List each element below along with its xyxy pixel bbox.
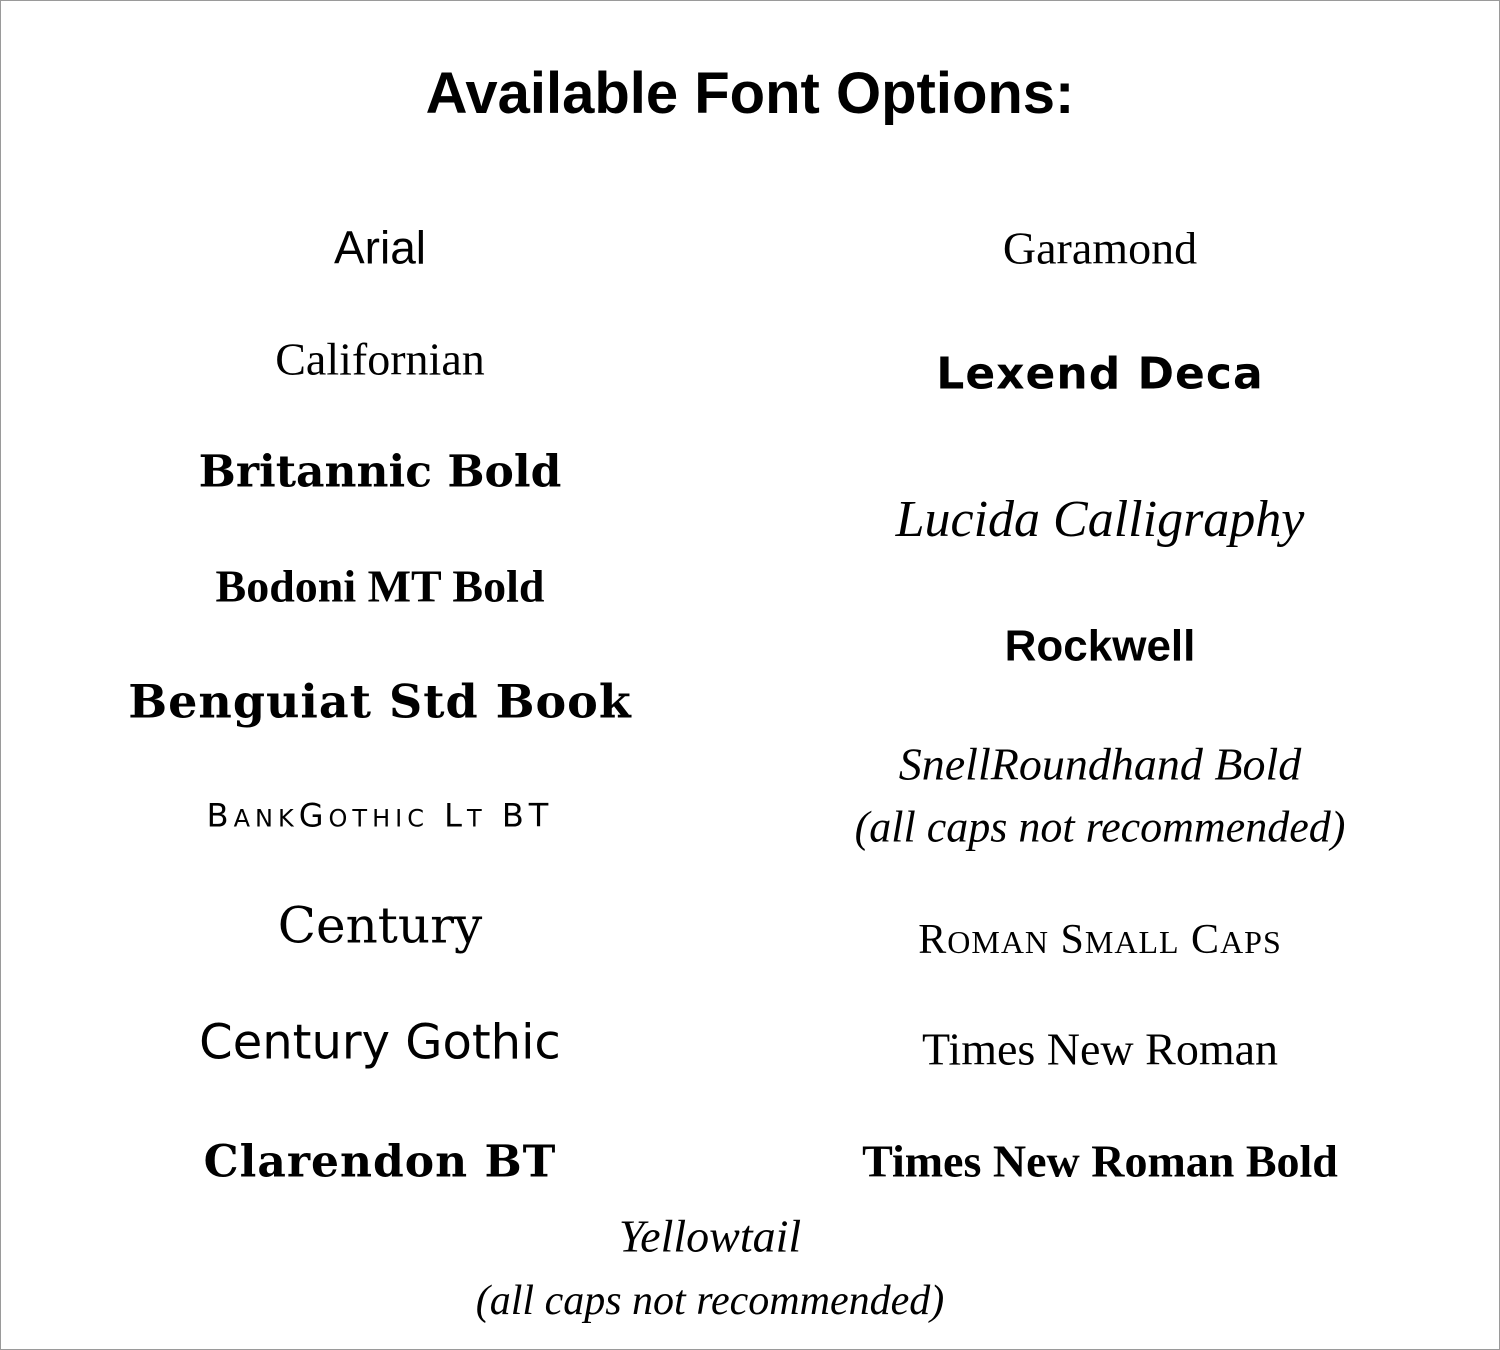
font-option-roman-small-caps (800, 916, 1400, 964)
roman-rest-2: MALL (1084, 923, 1180, 960)
bankgothic-initial-2: G (298, 796, 329, 835)
roman-rest-3: APS (1220, 923, 1282, 960)
font-option-bodoni-mt-bold: Bodoni MT Bold (215, 560, 545, 612)
font-option-times-new-roman-bold: Times New Roman Bold (862, 1135, 1338, 1187)
roman-initial-1: R (918, 916, 948, 963)
bankgothic-rest-1: ANK (233, 804, 299, 833)
page-title: Available Font Options: (425, 61, 1075, 126)
font-option-snellroundhand-bold: SnellRoundhand Bold (898, 738, 1302, 790)
font-option-rockwell: Rockwell (1004, 621, 1196, 671)
roman-initial-2: S (1060, 916, 1085, 963)
font-option-century: Century (277, 896, 483, 955)
font-option-times-new-roman: Times New Roman (921, 1023, 1279, 1075)
bankgothic-initial-3: L (444, 796, 467, 835)
font-option-britannic-bold: Britannic Bold (198, 446, 562, 498)
roman-initial-3: C (1191, 916, 1221, 963)
font-option-arial: Arial (333, 221, 427, 274)
bankgothic-initial-1: B (206, 796, 234, 835)
font-option-californian: Californian (275, 333, 485, 385)
font-option-lucida-calligraphy: Lucida Calligraphy (895, 491, 1305, 549)
bankgothic-rest-2: OTHIC (328, 804, 429, 833)
font-option-yellowtail: Yellowtail (618, 1210, 802, 1262)
font-option-clarendon-bt: Clarendon BT (203, 1136, 557, 1188)
roman-rest-1: OMAN (947, 923, 1050, 960)
snell-note: (all caps not recommended) (854, 802, 1346, 852)
yellowtail-note: (all caps not recommended) (475, 1277, 945, 1324)
font-option-bankgothic-lt-bt (80, 798, 680, 835)
bankgothic-part-4: BT (501, 796, 554, 835)
bankgothic-rest-3: T (466, 804, 487, 833)
font-option-garamond: Garamond (1002, 222, 1198, 274)
font-option-lexend-deca: Lexend Deca (936, 348, 1264, 400)
font-option-century-gothic: Century Gothic (199, 1014, 561, 1071)
font-option-benguiat-std-book: Benguiat Std Book (128, 674, 632, 729)
